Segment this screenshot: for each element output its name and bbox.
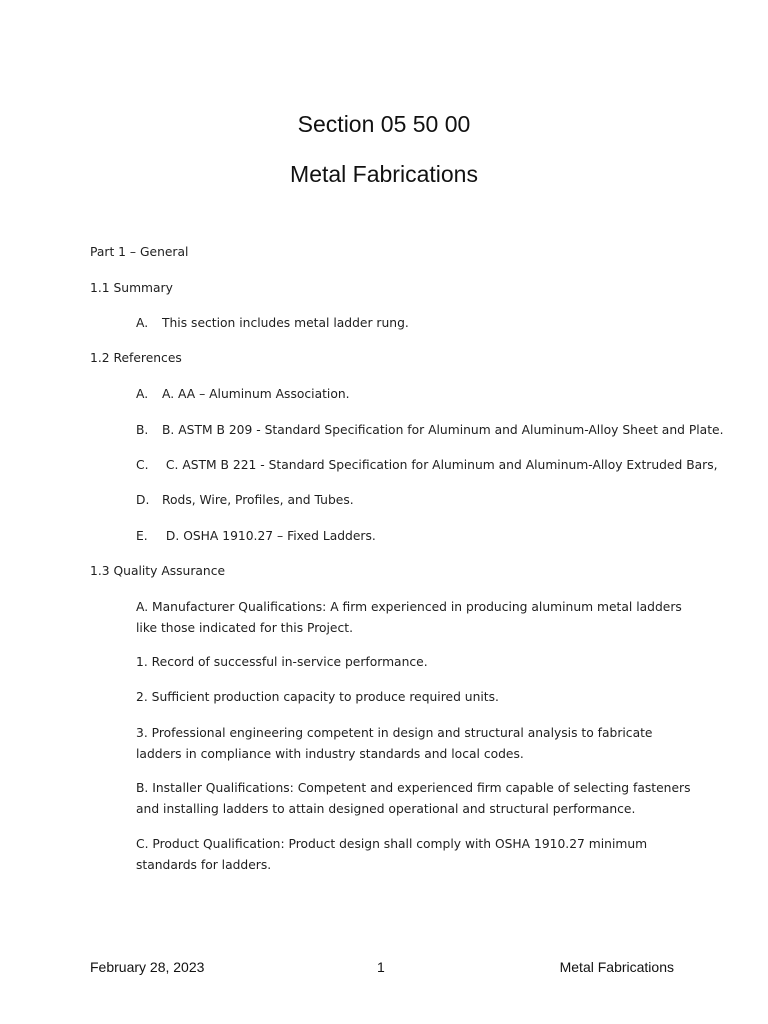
reference-item	[136, 526, 376, 547]
section-name-title: Metal Fabrications	[290, 161, 478, 187]
quality-paragraph: B. Installer Qualifications: Competent and experienced firm capable of selecting fasteners and installing ladders to attain designed operational and structural performance.	[136, 781, 691, 816]
item-text: C. ASTM B 221 - Standard Specification for Aluminum and Aluminum-Alloy Extruded Bars,	[162, 458, 718, 472]
item-text: A. AA – Aluminum Association.	[162, 387, 350, 401]
reference-item	[136, 490, 354, 511]
quality-paragraph: 3. Professional engineering competent in design and structural analysis to fabricate ladders in compliance with industry standards and local codes.	[136, 726, 653, 761]
item-text: This section includes metal ladder rung.	[162, 316, 409, 330]
footer-title: Metal Fabrications	[559, 959, 674, 975]
item-text: B. ASTM B 209 - Standard Specification for Aluminum and Aluminum-Alloy Sheet and Plate.	[162, 423, 724, 437]
quality-paragraph: A. Manufacturer Qualifications: A firm experienced in producing aluminum metal ladders like those indicated for this Project.	[136, 600, 682, 635]
item-letter: B.	[136, 423, 149, 437]
reference-item	[136, 384, 350, 405]
quality-paragraph: C. Product Qualification: Product design shall comply with OSHA 1910.27 minimum standards for ladders.	[136, 837, 648, 872]
references-heading: 1.2 References	[90, 351, 182, 365]
part-heading: Part 1 – General	[90, 245, 189, 259]
reference-item	[136, 420, 724, 441]
item-letter: C.	[136, 458, 149, 472]
footer-page-number: 1	[377, 959, 385, 975]
footer-date: February 28, 2023	[90, 959, 205, 975]
item-text: D. OSHA 1910.27 – Fixed Ladders.	[162, 529, 376, 543]
summary-heading: 1.1 Summary	[90, 281, 173, 295]
item-text: Rods, Wire, Profiles, and Tubes.	[162, 493, 354, 507]
item-letter: A.	[136, 387, 149, 401]
reference-item	[136, 455, 718, 476]
section-number-title: Section 05 50 00	[297, 111, 471, 137]
item-letter: A.	[136, 316, 149, 330]
quality-paragraph: 1. Record of successful in-service performance.	[136, 655, 428, 669]
quality-heading: 1.3 Quality Assurance	[90, 564, 226, 578]
item-letter: D.	[136, 493, 150, 507]
summary-item	[136, 313, 409, 334]
item-letter: E.	[136, 529, 148, 543]
quality-paragraph: 2. Sufficient production capacity to produce required units.	[136, 690, 499, 704]
